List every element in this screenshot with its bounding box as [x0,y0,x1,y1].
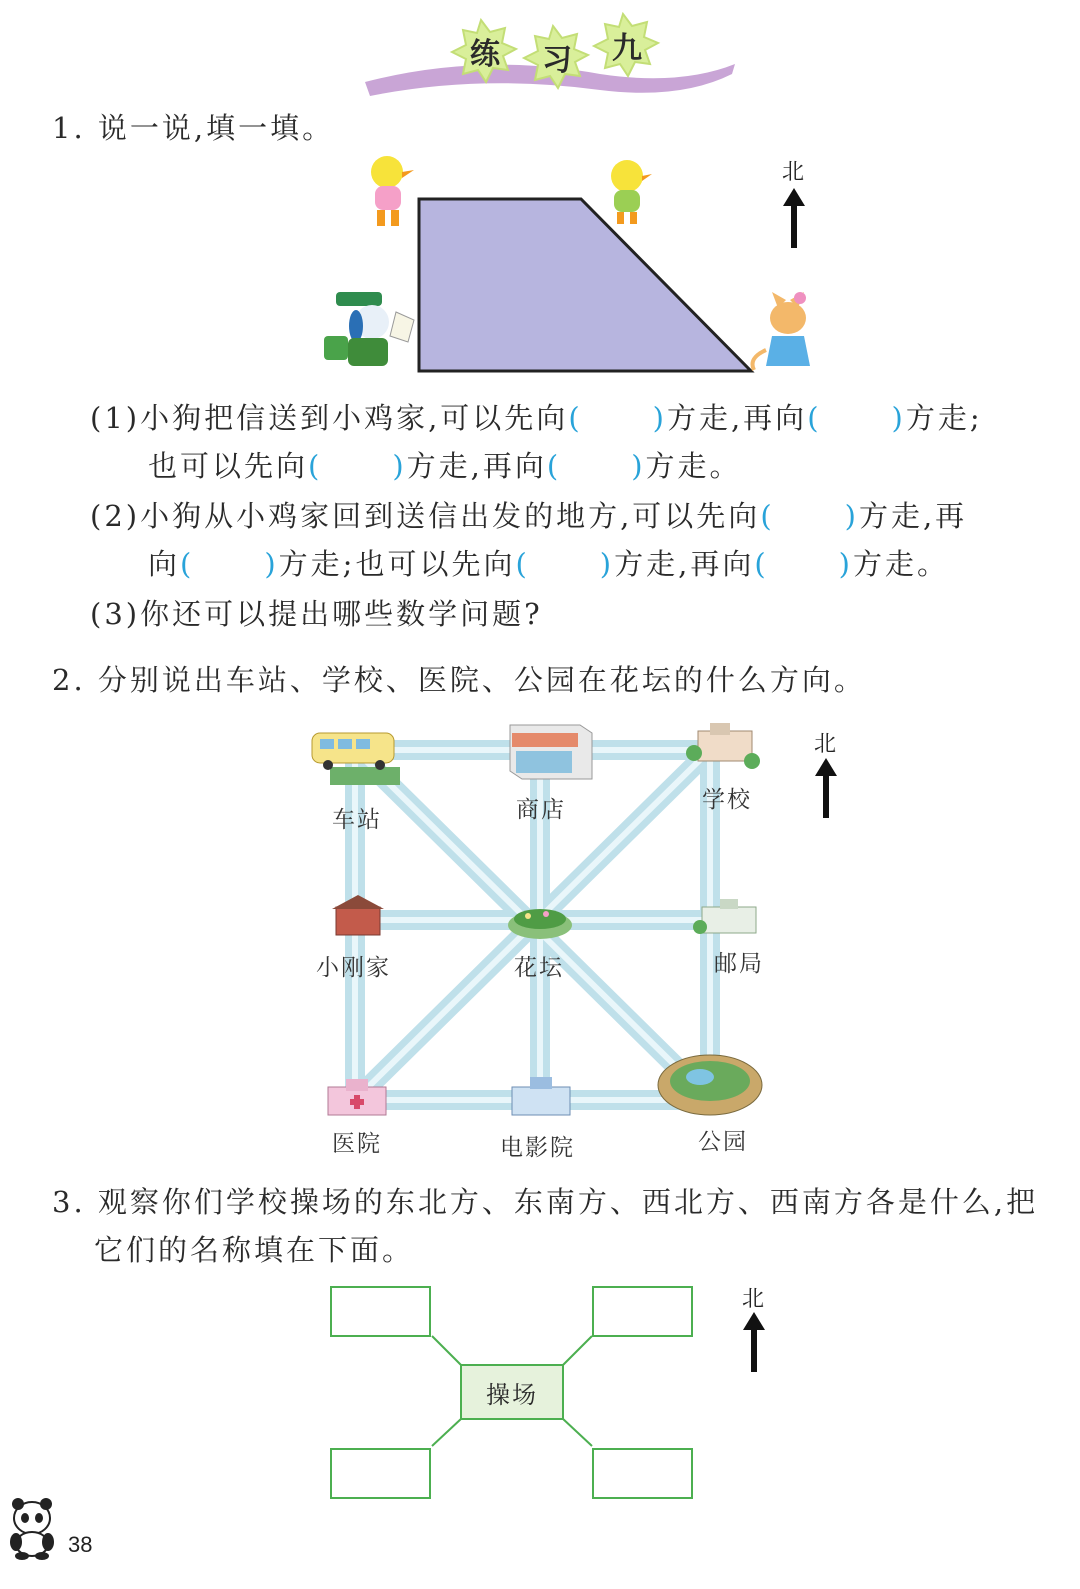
northeast-answer-box[interactable] [592,1286,693,1337]
label-cinema: 电影院 [500,1135,575,1161]
blank-open: ( [754,547,769,581]
town-map [300,715,810,1165]
label-post-office: 邮局 [714,951,764,977]
q1-sub2-line1 [90,496,967,536]
q2-label: 2. 分别说出车站、学校、医院、公园在花坛的什么方向。 [52,663,866,697]
q3-label-line1: 3. 观察你们学校操场的东北方、东南方、西北方、西南方各是什么,把 [52,1185,1039,1219]
north-arrow-icon [813,758,839,820]
northwest-answer-box[interactable] [330,1286,431,1337]
bus-station-icon [312,733,400,785]
q1-sub1-text-d: 也可以先向 [148,449,309,483]
playground-box: 操场 [460,1364,564,1420]
section-title [360,12,740,102]
page-number: 38 [68,1532,93,1557]
q1-sub2-text-e: 方走,再向 [614,547,755,581]
q2-north-label: 北 [814,732,837,757]
q3-label-line2: 它们的名称填在下面。 [94,1233,415,1267]
cat-icon [753,292,811,370]
q1-sub1-text-f: 方走。 [645,449,742,483]
blank-open: ( [180,547,195,581]
q1-sub1-text-a: (1)小狗把信送到小鸡家,可以先向 [90,401,569,435]
label-xiaogang-home: 小刚家 [316,955,391,981]
blank-open: ( [760,499,775,533]
q1-sub1-line1 [90,398,983,438]
q1-label: 1. 说一说,填一填。 [52,111,335,145]
blank-open: ( [515,547,530,581]
trapezoid-route [419,199,751,371]
q1-sub2-line2 [148,544,949,584]
q1-sub1-line2 [148,446,742,486]
blank-open: ( [308,449,323,483]
blank-close: ) [392,449,407,483]
q1-north-label: 北 [782,160,805,185]
q1-sub2-text-d: 方走;也可以先向 [278,547,516,581]
north-arrow-icon [781,188,807,250]
title-char-1: 练 [470,37,500,72]
cinema-icon [512,1077,570,1115]
north-arrow-icon [741,1312,767,1374]
q1-sub2-text-a: (2)小狗从小鸡家回到送信出发的地方,可以先向 [90,499,761,533]
q1-sub2-text-b: 方走,再 [858,499,968,533]
label-park: 公园 [698,1129,748,1155]
q1-sub2-text-c: 向 [148,547,181,581]
q1-sub1-text-c: 方走; [905,401,983,435]
q1-figure [320,150,840,380]
chick-home-icon [611,160,652,224]
label-station: 车站 [332,807,382,833]
blank-open: ( [568,401,583,435]
blank-close: ) [652,401,667,435]
q1-sub1-text-e: 方走,再向 [406,449,547,483]
label-hospital: 医院 [332,1131,382,1157]
blank-close: ) [599,547,615,581]
blank-close: ) [891,401,906,435]
q1-sub2-text-f: 方走。 [852,547,949,581]
dog-mailman-icon [324,292,414,366]
label-flowerbed: 花坛 [514,955,564,981]
blank-open: ( [807,401,822,435]
blank-close: ) [838,547,853,581]
label-school: 学校 [702,787,752,813]
blank-close: ) [844,499,859,533]
blank-close: ) [264,547,279,581]
southwest-answer-box[interactable] [330,1448,431,1499]
blank-close: ) [631,449,646,483]
q1-sub1-text-b: 方走,再向 [666,401,808,435]
title-char-3: 九 [612,31,642,66]
panda-icon [4,1496,64,1560]
q1-sub3: (3)你还可以提出哪些数学问题? [90,597,543,631]
blank-open: ( [546,449,562,483]
chick-icon [371,156,414,226]
q3-north-label: 北 [742,1287,765,1312]
park-icon [658,1055,762,1115]
southeast-answer-box[interactable] [592,1448,693,1499]
label-shop: 商店 [516,797,566,823]
house-icon [332,895,384,935]
title-char-2: 习 [542,43,572,78]
shop-icon [510,725,592,779]
